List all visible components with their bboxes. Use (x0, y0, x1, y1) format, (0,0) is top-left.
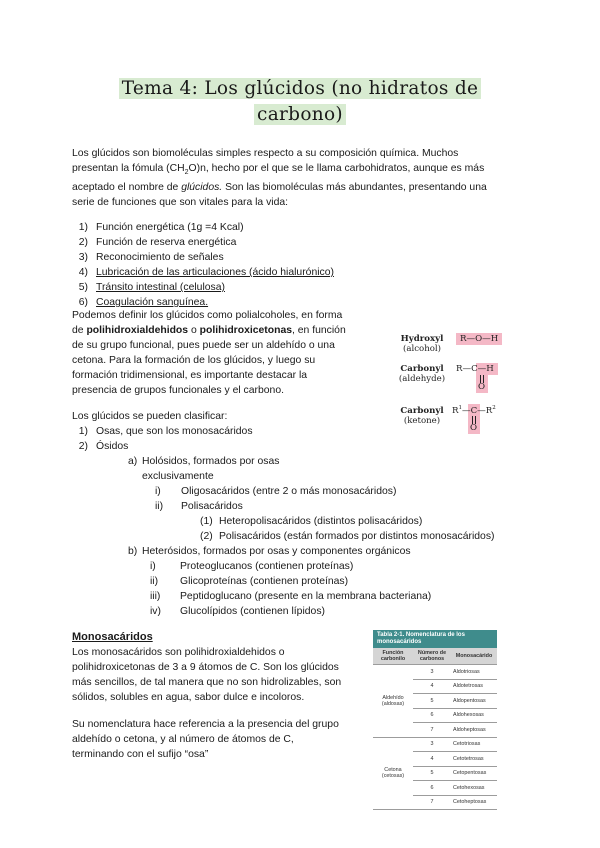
table-cell: Cetohexosas (451, 781, 497, 796)
table-header: Función carbonilo (373, 648, 413, 665)
list-item: (1) Heteropolisacáridos (distintos polisacáridos) (200, 516, 423, 527)
list-item: 5) Tránsito intestinal (celulosa) (78, 282, 225, 293)
table-cell: Cetopentosas (451, 766, 497, 781)
table-row (373, 737, 497, 752)
intro-line: aceptado el nombre de glúcidos. Son las biomoléculas más abundantes, presentando una (72, 182, 487, 194)
list-item: 1) Osas, que son los monosacáridos (78, 426, 253, 437)
definition-line: Podemos definir los glúcidos como polialcoholes, en forma (72, 310, 343, 321)
table-cell: 3 (413, 737, 451, 752)
ketone-oxygen: O (470, 423, 478, 433)
definition-paragraph (72, 308, 372, 398)
definition-line: de su grupo funcional, pues puede ser un aldehído o una (72, 340, 335, 351)
table-header-row (373, 648, 497, 665)
hydroxyl-label: Hydroxyl (alcohol) (400, 334, 444, 354)
table-header: Monosacárido (451, 648, 497, 665)
classification-intro: Los glúcidos se pueden clasificar: (72, 411, 228, 422)
definition-line: presencia de grupos funcionales y el carbono. (72, 385, 284, 396)
mono-line: Su nomenclatura hace referencia a la presencia del grupo (72, 719, 339, 730)
hydroxyl-formula: R—O—H (456, 333, 502, 345)
table-cell: Aldotetrosas (451, 679, 497, 694)
section-heading: Monosacáridos (72, 631, 153, 643)
functions-list (62, 220, 334, 310)
table-caption: Tabla 2-1. Nomenclatura de los monosacáridos (373, 630, 497, 648)
table-cell: 6 (413, 708, 451, 723)
list-item: ii) Polisacáridos (155, 501, 243, 512)
intro-paragraph (72, 146, 532, 210)
intro-line: presentan la fómula $(CH_2O)n$, hecho por el que se le llama carbohidratos, aunque es más (72, 163, 485, 177)
functional-groups-figure (390, 330, 540, 440)
mono-paragraph-1 (72, 645, 341, 705)
table-cell: Cetotriosas (451, 737, 497, 752)
list-item: (2) Polisacáridos (están formados por distintos monosacáridos) (200, 531, 495, 542)
carbonyl-aldehyde-label: Carbonyl (aldehyde) (398, 364, 446, 384)
table-cell: Aldohexosas (451, 708, 497, 723)
list-item: 4) Lubricación de las articulaciones (ácido hialurónico) (78, 267, 334, 278)
list-item: 3) Reconocimiento de señales (78, 252, 224, 263)
table-cell: 5 (413, 694, 451, 709)
holosidos-item: a) Holósidos, formados por osas (128, 456, 280, 467)
aldehyde-formula-text: R—C—H (456, 364, 494, 374)
table-cell: 6 (413, 781, 451, 796)
intro-line: serie de funciones que son vitales para la vida: (72, 197, 289, 209)
mono-line: más sencillos, de tal manera que no son hidrolizables, son (72, 677, 342, 688)
table-cell: 7 (413, 723, 451, 738)
table-cell: 5 (413, 766, 451, 781)
table-cell: 4 (413, 679, 451, 694)
classification-list (62, 424, 253, 454)
mono-line: terminando con el sufijo “osa” (72, 749, 209, 760)
table-cell: 3 (413, 665, 451, 680)
definition-line: cetona. Para la formación de los glúcidos, y luego su (72, 355, 316, 366)
definition-line: formación tridimensional, es importante destacar la (72, 370, 308, 381)
table-cell: 4 (413, 752, 451, 767)
list-item: iv) Glucolípidos (contienen lípidos) (150, 606, 325, 617)
list-item: 1) Función energética (1g =4 Kcal) (78, 222, 244, 233)
mono-line: sólidos, solubles en agua, sabor dulce e incoloros. (72, 692, 305, 703)
table-cell: Cetotetrosas (451, 752, 497, 767)
table-cell: Aldopentosas (451, 694, 497, 709)
nomenclature-table (373, 648, 497, 810)
holosidos-item-cont: exclusivamente (142, 471, 214, 482)
mono-line: polihidroxicetonas de 3 a 9 átomos de C. Son los glúcidos (72, 662, 339, 673)
list-item: i) Proteoglucanos (contienen proteínas) (150, 561, 354, 572)
table-cell: Aldoheptosas (451, 723, 497, 738)
list-item: iii) Peptidoglucano (presente en la membrana bacteriana) (150, 591, 432, 602)
heterosidos-item: b) Heterósidos, formados por osas y componentes orgánicos (128, 546, 411, 557)
mono-line: Los monosacáridos son polihidroxialdehidos o (72, 647, 285, 658)
intro-line: Los glúcidos son biomoléculas simples respecto a su composición química. Muchos (72, 148, 459, 159)
table-header: Número de carbonos (413, 648, 451, 665)
table-cell: Aldotriosas (451, 665, 497, 680)
table-cell: Aldehído (aldosas) (373, 665, 413, 738)
mono-line: aldehído o cetona, y al número de átomos de C, (72, 734, 294, 745)
definition-line: de polihidroxialdehidos o polihidroxicetonas, en función (72, 325, 346, 336)
list-item: 2) Ósidos (78, 441, 129, 452)
mono-paragraph-2 (72, 717, 339, 762)
ketone-formula: $R^1—C—R^2$ (452, 405, 496, 416)
title-line-2: carbono) (254, 104, 346, 125)
table-cell: 7 (413, 795, 451, 810)
page-title (60, 76, 540, 128)
list-item: ii) Glicoproteínas (contienen proteínas) (150, 576, 349, 587)
table-row (373, 665, 497, 680)
nomenclature-table-figure (373, 630, 497, 810)
table-cell: Cetona (cetosas) (373, 737, 413, 810)
list-item: 6) Coagulación sanguínea. (78, 297, 209, 308)
title-line-1: Tema 4: Los glúcidos (no hidratos de (119, 78, 482, 99)
aldehyde-oxygen: O (478, 382, 486, 392)
carbonyl-ketone-label: Carbonyl (ketone) (400, 406, 444, 426)
list-item: i) Oligosacáridos (entre 2 o más monosacáridos) (155, 486, 397, 497)
table-cell: Cetoheptosas (451, 795, 497, 810)
list-item: 2) Función de reserva energética (78, 237, 237, 248)
